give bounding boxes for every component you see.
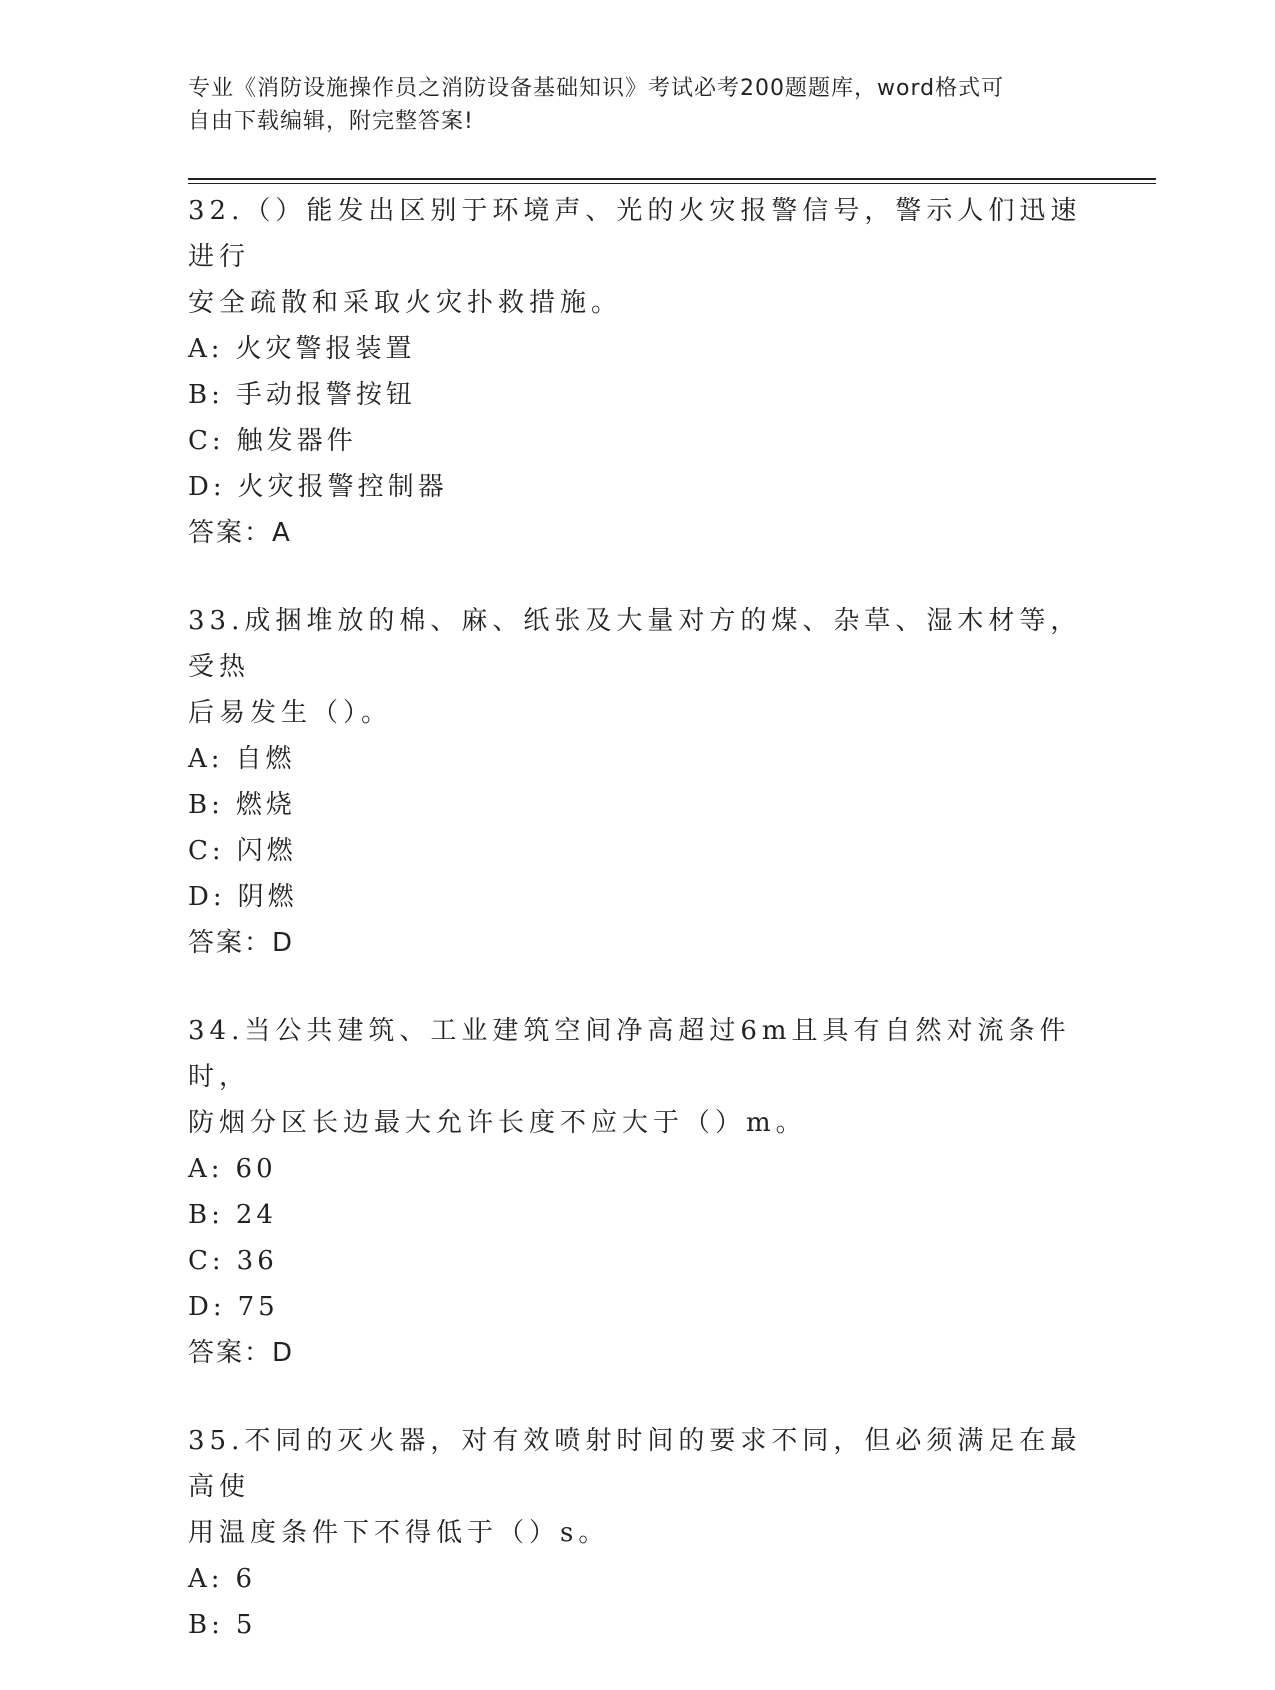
option-key: B: <box>188 380 224 410</box>
question-32 <box>188 188 1088 556</box>
option-c <box>188 828 1088 874</box>
header-divider-thick <box>188 178 1156 180</box>
option-key: A: <box>188 334 224 364</box>
option-key: C: <box>188 836 225 866</box>
header-divider-thin <box>188 183 1156 184</box>
option-text: 燃烧 <box>235 790 296 820</box>
option-b <box>188 1192 1088 1238</box>
option-key: B: <box>188 1200 224 1230</box>
question-text-line-2: 用温度条件下不得低于（）s。 <box>188 1518 610 1548</box>
option-key: A: <box>188 1154 224 1184</box>
option-b <box>188 1602 1088 1648</box>
question-text-line-1: 35.不同的灭火器，对有效喷射时间的要求不同，但必须满足在最高使 <box>188 1426 1082 1502</box>
option-text: 自燃 <box>235 744 296 774</box>
option-key: A: <box>188 1564 224 1594</box>
option-text: 36 <box>236 1246 278 1276</box>
question-35 <box>188 1418 1088 1648</box>
header-line-1: 专业《消防设施操作员之消防设备基础知识》考试必考200题题库，word格式可 <box>188 76 1005 101</box>
option-d <box>188 1284 1088 1330</box>
option-text: 6 <box>235 1564 257 1594</box>
option-d <box>188 464 1088 510</box>
option-key: D: <box>188 882 226 912</box>
question-33 <box>188 598 1088 966</box>
option-text: 闪燃 <box>236 836 297 866</box>
question-text-line-1: 34.当公共建筑、工业建筑空间净高超过6m且具有自然对流条件时， <box>188 1016 1071 1092</box>
option-text: 阴燃 <box>237 882 298 912</box>
question-text-line-2: 后易发生（）。 <box>188 698 393 728</box>
answer: 答案：D <box>188 928 295 958</box>
option-text: 75 <box>237 1292 279 1322</box>
option-text: 火灾警报装置 <box>235 334 416 364</box>
option-d <box>188 874 1088 920</box>
option-text: 60 <box>235 1154 277 1184</box>
option-text: 触发器件 <box>236 426 357 456</box>
option-key: C: <box>188 426 225 456</box>
option-key: C: <box>188 1246 225 1276</box>
question-text-line-2: 安全疏散和采取火灾扑救措施。 <box>188 288 623 318</box>
option-text: 24 <box>235 1200 277 1230</box>
option-a <box>188 736 1088 782</box>
question-text-line-1: 32.（）能发出区别于环境声、光的火灾报警信号，警示人们迅速进行 <box>188 196 1082 272</box>
header-line-2: 自由下载编辑，附完整答案! <box>188 109 474 134</box>
option-c <box>188 418 1088 464</box>
option-text: 手动报警按钮 <box>235 380 416 410</box>
option-c <box>188 1238 1088 1284</box>
option-a <box>188 326 1088 372</box>
option-key: D: <box>188 472 226 502</box>
document-header <box>188 72 1088 138</box>
answer: 答案：D <box>188 1338 295 1368</box>
answer: 答案：A <box>188 518 292 548</box>
option-a <box>188 1146 1088 1192</box>
option-key: A: <box>188 744 224 774</box>
question-text-line-1: 33.成捆堆放的棉、麻、纸张及大量对方的煤、杂草、湿木材等，受热 <box>188 606 1082 682</box>
option-b <box>188 372 1088 418</box>
option-text: 5 <box>235 1610 257 1640</box>
option-key: B: <box>188 790 224 820</box>
option-key: B: <box>188 1610 224 1640</box>
option-b <box>188 782 1088 828</box>
option-text: 火灾报警控制器 <box>237 472 448 502</box>
option-key: D: <box>188 1292 226 1322</box>
option-a <box>188 1556 1088 1602</box>
question-list <box>188 188 1088 1690</box>
question-text-line-2: 防烟分区长边最大允许长度不应大于（）m。 <box>188 1108 807 1138</box>
question-34 <box>188 1008 1088 1376</box>
